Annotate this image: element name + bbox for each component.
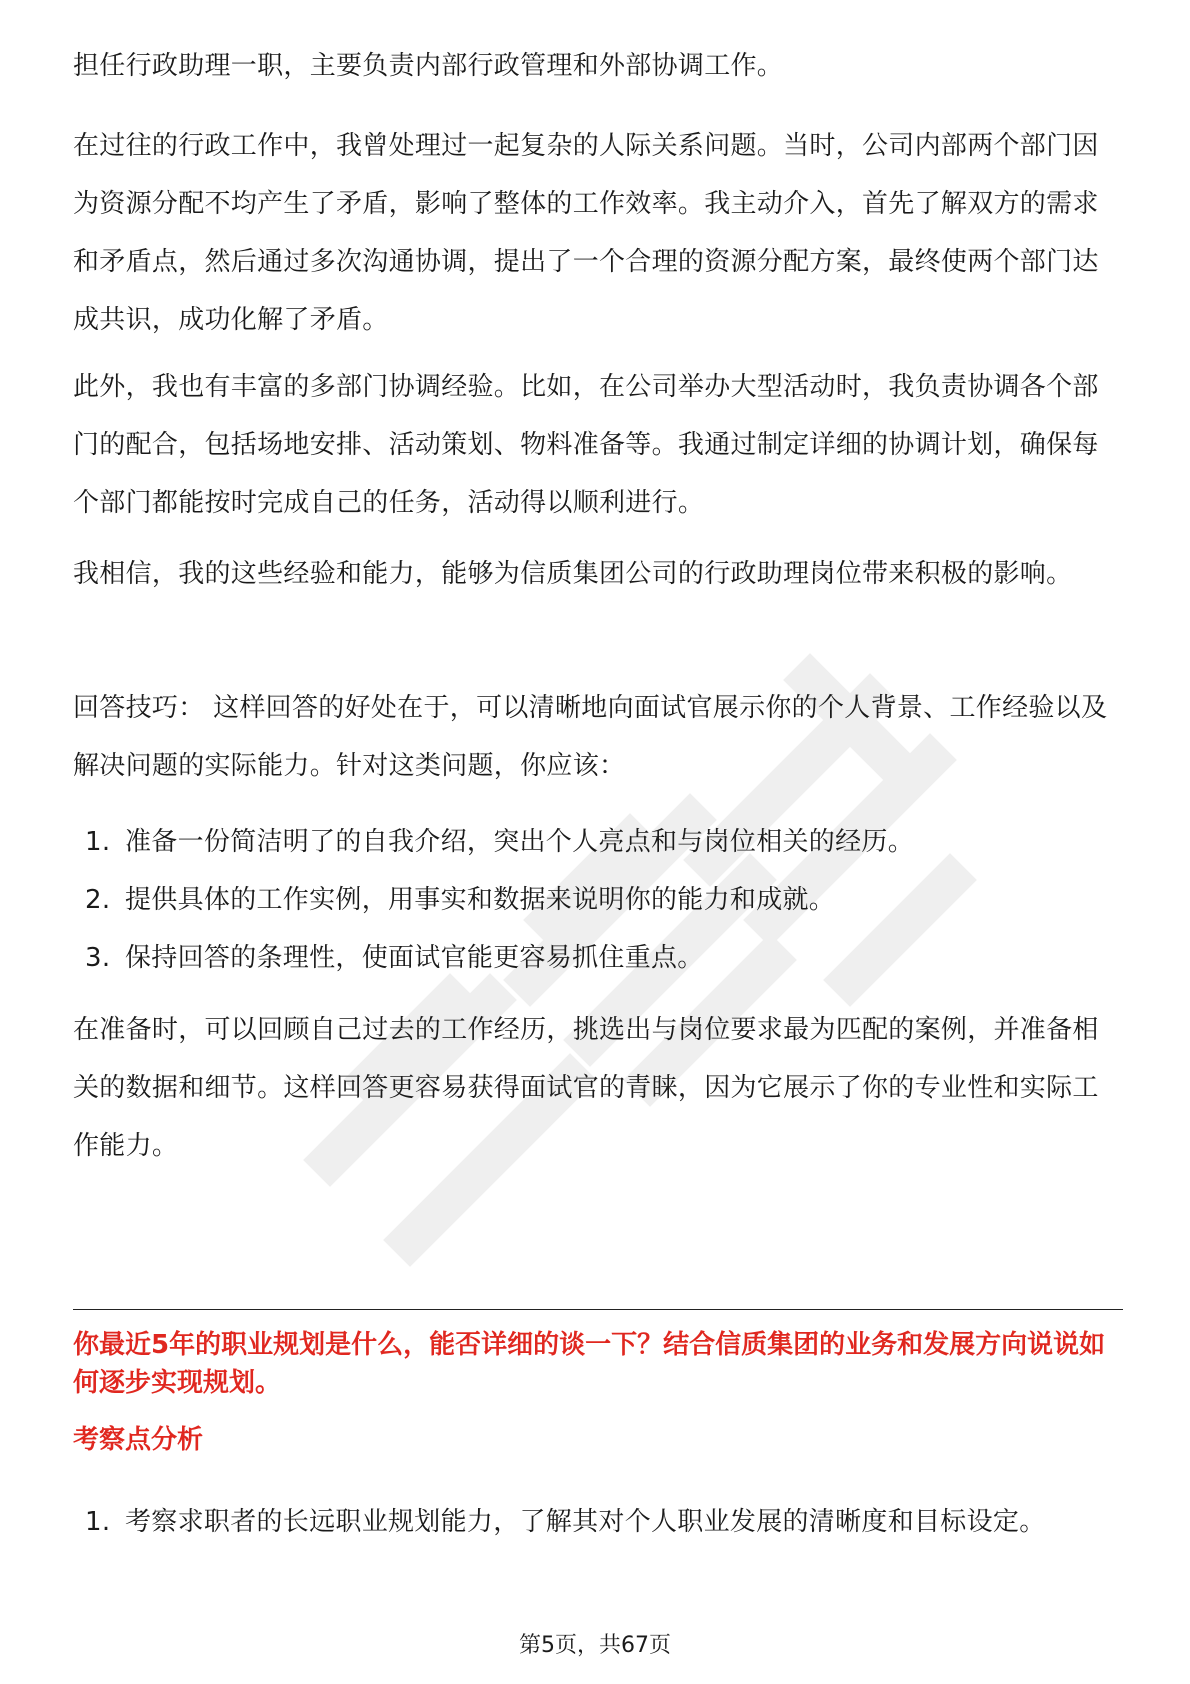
- page-footer: 第5页，共67页: [519, 1633, 671, 1658]
- list-item-text: 保持回答的条理性，使面试官能更容易抓住重点。: [125, 943, 704, 973]
- list-item: [73, 871, 1123, 929]
- paragraph-preparation: 在准备时，可以回顾自己过去的工作经历，挑选出与岗位要求最为匹配的案例，并准备相关的数据和细节。这样回答更容易获得面试官的青睐，因为它展示了你的专业性和实际工作能力。: [73, 1015, 1099, 1161]
- list-item-number: 3.: [85, 943, 111, 973]
- paragraph-coordination-experience: 此外，我也有丰富的多部门协调经验。比如，在公司举办大型活动时，我负责协调各个部门的配合，包括场地安排、活动策划、物料准备等。我通过制定详细的协调计划，确保每个部门都能按时完成自己的任务，活动得以顺利进行。: [73, 372, 1099, 518]
- list-item: [73, 813, 1123, 871]
- paragraph-conflict-experience: 在过往的行政工作中，我曾处理过一起复杂的人际关系问题。当时，公司内部两个部门因为资源分配不均产生了矛盾，影响了整体的工作效率。我主动介入，首先了解双方的需求和矛盾点，然后通过多次沟通协调，提出了一个合理的资源分配方案，最终使两个部门达成共识，成功化解了矛盾。: [73, 131, 1099, 335]
- list-item-number: 2.: [85, 885, 111, 915]
- analysis-heading: 考察点分析: [73, 1425, 204, 1455]
- analysis-list: [73, 1493, 1123, 1551]
- list-item-text: 提供具体的工作实例，用事实和数据来说明你的能力和成就。: [125, 885, 836, 915]
- paragraph-belief: 我相信，我的这些经验和能力，能够为信质集团公司的行政助理岗位带来积极的影响。: [73, 559, 1073, 589]
- list-item-text: 考察求职者的长远职业规划能力，了解其对个人职业发展的清晰度和目标设定。: [125, 1507, 1046, 1537]
- section-divider: [73, 1309, 1123, 1310]
- paragraph-role: 担任行政助理一职，主要负责内部行政管理和外部协调工作。: [73, 51, 784, 81]
- tips-list: [73, 813, 1123, 987]
- list-item-number: 1.: [85, 827, 111, 857]
- question-heading: 你最近5年的职业规划是什么，能否详细的谈一下？结合信质集团的业务和发展方向说说如何逐步实现规划。: [73, 1330, 1106, 1398]
- list-item-text: 准备一份简洁明了的自我介绍，突出个人亮点和与岗位相关的经历。: [125, 827, 915, 857]
- list-item: [73, 1493, 1123, 1551]
- list-item-number: 1.: [85, 1507, 111, 1537]
- list-item: [73, 929, 1123, 987]
- paragraph-answer-tips: 回答技巧： 这样回答的好处在于，可以清晰地向面试官展示你的个人背景、工作经验以及解决问题的实际能力。针对这类问题，你应该：: [73, 693, 1108, 781]
